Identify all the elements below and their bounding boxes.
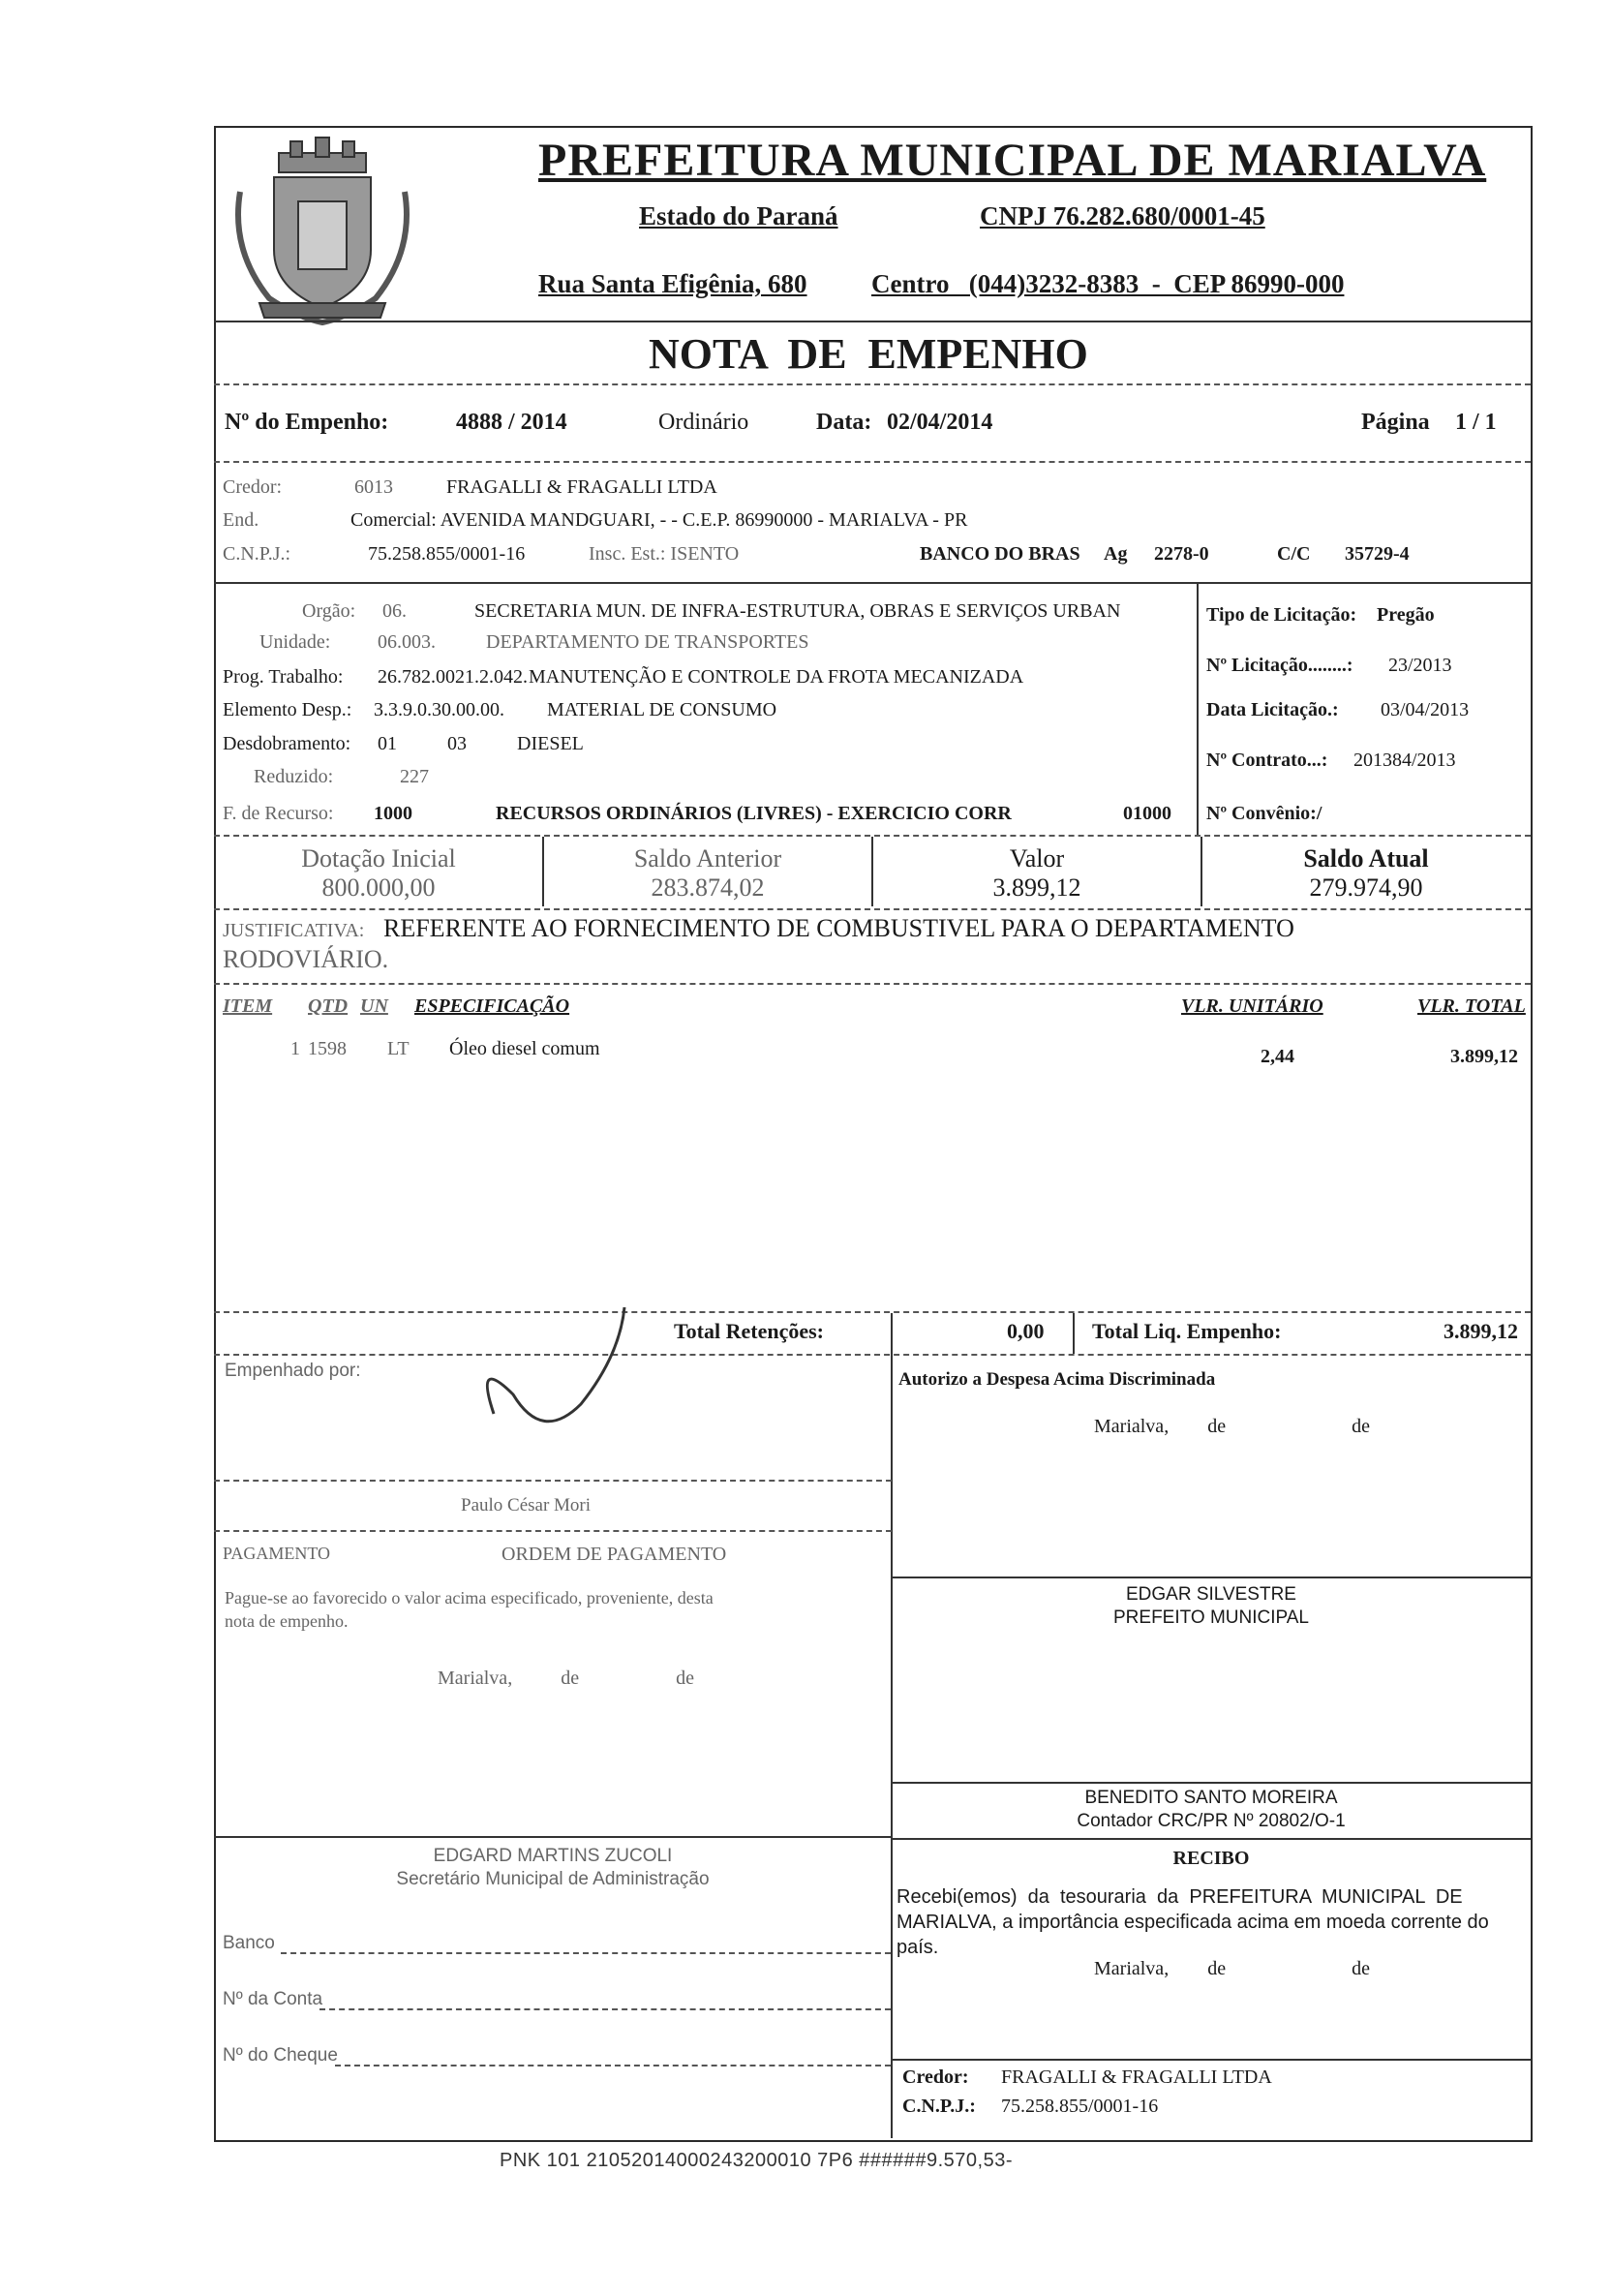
credor-label: Credor:: [223, 476, 283, 498]
bank-name: BANCO DO BRAS: [920, 543, 1080, 565]
divider: [214, 383, 1531, 385]
inscricao-estadual: Insc. Est.: ISENTO: [589, 543, 740, 565]
dotacao-inicial-label: Dotação Inicial: [301, 844, 456, 872]
num-licitacao-label: Nº Licitação........:: [1206, 655, 1353, 676]
endereco-label: End.: [223, 509, 259, 531]
divider: [892, 2059, 1531, 2061]
account-label: C/C: [1277, 543, 1311, 565]
item-qtd: 1598: [308, 1038, 347, 1059]
empenho-num: 4888 / 2014: [456, 410, 567, 435]
desdobramento-desc: DIESEL: [517, 733, 584, 754]
recibo-credor-label: Credor:: [902, 2066, 969, 2088]
recibo-text-3: país.: [897, 1937, 939, 1958]
num-licitacao-value: 23/2013: [1388, 655, 1452, 676]
total-liq-value: 3.899,12: [1444, 1319, 1518, 1343]
divider: [214, 1530, 892, 1532]
valor-value: 3.899,12: [992, 873, 1081, 902]
prefeito-name: EDGAR SILVESTRE: [1126, 1584, 1296, 1605]
date-label: Data:: [816, 410, 872, 435]
data-licitacao-label: Data Licitação.:: [1206, 699, 1339, 720]
divider: [214, 1836, 892, 1838]
prog-label: Prog. Trabalho:: [223, 666, 344, 688]
recibo-credor-value: FRAGALLI & FRAGALLI LTDA: [1001, 2066, 1272, 2088]
col-header-espec: ESPECIFICAÇÃO: [414, 995, 570, 1017]
valor-label: Valor: [1009, 844, 1065, 872]
orgao-desc: SECRETARIA MUN. DE INFRA-ESTRUTURA, OBRAS E SERVIÇOS URBAN: [474, 600, 1121, 622]
recurso-desc: RECURSOS ORDINÁRIOS (LIVRES) - EXERCICIO CORR: [496, 803, 1012, 824]
orgao-value: 06.: [382, 600, 407, 622]
contador-role: Contador CRC/PR Nº 20802/O-1: [1077, 1811, 1346, 1831]
cheque-label: Nº do Cheque: [223, 2045, 338, 2066]
unidade-label: Unidade:: [259, 631, 331, 653]
recibo-cnpj-value: 75.258.855/0001-16: [1001, 2096, 1159, 2117]
elemento-desc: MATERIAL DE CONSUMO: [547, 699, 777, 720]
contrato-label: Nº Contrato...:: [1206, 750, 1328, 771]
date-value: 02/04/2014: [887, 410, 993, 435]
item-un: LT: [387, 1038, 410, 1059]
recibo-title: RECIBO: [1172, 1848, 1250, 1869]
banco-field[interactable]: [281, 1952, 891, 1954]
divider: [1197, 583, 1199, 835]
justificativa-text-1: REFERENTE AO FORNECIMENTO DE COMBUSTIVEL PARA O DEPARTAMENTO: [383, 914, 1294, 942]
saldo-atual-label: Saldo Atual: [1303, 844, 1429, 872]
autorizo-text: Autorizo a Despesa Acima Discriminada: [898, 1369, 1216, 1390]
street-address: Rua Santa Efigênia, 680: [538, 269, 807, 298]
credor-code: 6013: [354, 476, 393, 498]
justificativa-text-2: RODOVIÁRIO.: [223, 945, 389, 973]
endereco-value: Comercial: AVENIDA MANDGUARI, - - C.E.P. 86990000 - MARIALVA - PR: [350, 509, 968, 531]
total-retencoes-value: 0,00: [1007, 1319, 1045, 1343]
account-value: 35729-4: [1345, 543, 1410, 565]
ordem-text-2: nota de empenho.: [225, 1611, 349, 1631]
recibo-text-2: MARIALVA, a importância especificada acima em moeda corrente do: [897, 1912, 1489, 1933]
divider: [214, 983, 1531, 985]
divider: [214, 1480, 892, 1482]
district-phone-cep: Centro (044)3232-8383 - CEP 86990-000: [871, 269, 1345, 298]
justificativa-label: JUSTIFICATIVA:: [223, 920, 365, 941]
credor-name: FRAGALLI & FRAGALLI LTDA: [446, 476, 717, 498]
total-retencoes-label: Total Retenções:: [674, 1319, 824, 1343]
col-header-qtd: QTD: [308, 995, 349, 1017]
contador-name: BENEDITO SANTO MOREIRA: [1084, 1788, 1338, 1808]
page-label: Página: [1361, 410, 1430, 435]
divider: [214, 582, 1531, 584]
col-header-un: UN: [360, 995, 388, 1017]
prefeitura-title: PREFEITURA MUNICIPAL DE MARIALVA: [538, 135, 1487, 186]
unidade-value: 06.003.: [378, 631, 436, 653]
divider: [1073, 1313, 1075, 1354]
col-header-unitario: VLR. UNITÁRIO: [1181, 995, 1323, 1017]
item-total: 3.899,12: [1450, 1046, 1518, 1067]
coat-of-arms-logo: [221, 134, 424, 327]
agency-value: 2278-0: [1154, 543, 1209, 565]
signature-mark: [455, 1298, 649, 1453]
total-liq-label: Total Liq. Empenho:: [1092, 1319, 1282, 1343]
divider: [892, 1577, 1531, 1578]
divider: [214, 1311, 1531, 1313]
divider: [891, 1354, 893, 2138]
pagamento-label: PAGAMENTO: [223, 1544, 331, 1563]
empenhado-label: Empenhado por:: [225, 1361, 361, 1381]
ordem-pagamento-label: ORDEM DE PAGAMENTO: [502, 1544, 727, 1565]
doc-title: NOTA DE EMPENHO: [649, 330, 1088, 378]
elemento-value: 3.3.9.0.30.00.00.: [374, 699, 504, 720]
orgao-label: Orgão:: [302, 600, 356, 622]
cnpj-header: CNPJ 76.282.680/0001-45: [980, 201, 1265, 230]
recurso-label: F. de Recurso:: [223, 803, 334, 824]
empenho-type: Ordinário: [658, 410, 749, 435]
recibo-text-1: Recebi(emos) da tesouraria da PREFEITURA MUNICIPAL DE: [897, 1886, 1463, 1908]
cnpj-label: C.N.P.J.:: [223, 543, 291, 565]
secretario-role: Secretário Municipal de Administração: [396, 1869, 710, 1889]
cheque-field[interactable]: [335, 2065, 891, 2066]
contrato-value: 201384/2013: [1353, 750, 1456, 771]
reduzido-label: Reduzido:: [254, 766, 334, 787]
divider: [214, 461, 1531, 463]
agency-label: Ag: [1104, 543, 1128, 565]
item-number: 1: [290, 1038, 300, 1059]
divider: [891, 1313, 893, 1354]
recurso-code: 01000: [1123, 803, 1171, 824]
autenticacao-code: PNK 101 21052014000243200010 7P6 ######9.570,53-: [500, 2150, 1014, 2171]
dotacao-inicial-value: 800.000,00: [321, 873, 436, 902]
col-header-total: VLR. TOTAL: [1417, 995, 1526, 1017]
prog-value: 26.782.0021.2.042.: [378, 666, 528, 688]
desdobramento-label: Desdobramento:: [223, 733, 351, 754]
desdobramento-sub: 03: [447, 733, 467, 754]
unidade-desc: DEPARTAMENTO DE TRANSPORTES: [486, 631, 809, 653]
autorizo-local-date: Marialva, de de: [1094, 1416, 1370, 1437]
prog-desc: MANUTENÇÃO E CONTROLE DA FROTA MECANIZADA: [529, 666, 1024, 688]
ordem-text-1: Pague-se ao favorecido o valor acima especificado, proveniente, desta: [225, 1588, 714, 1607]
divider: [892, 1838, 1531, 1840]
conta-field[interactable]: [319, 2008, 891, 2010]
recibo-cnpj-label: C.N.P.J.:: [902, 2096, 976, 2117]
saldo-anterior-label: Saldo Anterior: [633, 844, 782, 872]
divider: [214, 908, 1531, 910]
secretario-name: EDGARD MARTINS ZUCOLI: [433, 1846, 673, 1866]
divider: [214, 1354, 1531, 1356]
divider: [214, 321, 1531, 322]
tipo-licitacao-value: Pregão: [1377, 604, 1435, 626]
recurso-value: 1000: [374, 803, 412, 824]
estado: Estado do Paraná: [639, 201, 838, 230]
tipo-licitacao-label: Tipo de Licitação:: [1206, 604, 1357, 626]
elemento-label: Elemento Desp.:: [223, 699, 352, 720]
saldo-anterior-value: 283.874,02: [651, 873, 765, 902]
item-espec: Óleo diesel comum: [449, 1038, 600, 1059]
empenhado-name: Paulo César Mori: [461, 1495, 592, 1515]
saldo-atual-value: 279.974,90: [1309, 873, 1423, 902]
desdobramento-value: 01: [378, 733, 397, 754]
reduzido-value: 227: [400, 766, 429, 787]
convenio-label: Nº Convênio:/: [1206, 803, 1322, 824]
prefeito-role: PREFEITO MUNICIPAL: [1113, 1607, 1309, 1628]
col-header-item: ITEM: [223, 995, 273, 1017]
item-unitario: 2,44: [1261, 1046, 1294, 1067]
empenho-num-label: Nº do Empenho:: [225, 410, 389, 435]
cnpj-value: 75.258.855/0001-16: [368, 543, 526, 565]
banco-label: Banco: [223, 1933, 275, 1953]
page-value: 1 / 1: [1455, 410, 1497, 435]
ordem-local-date: Marialva, de de: [438, 1668, 694, 1689]
recibo-local-date: Marialva, de de: [1094, 1958, 1370, 1979]
divider: [892, 1782, 1531, 1784]
conta-label: Nº da Conta: [223, 1989, 323, 2009]
data-licitacao-value: 03/04/2013: [1381, 699, 1470, 720]
